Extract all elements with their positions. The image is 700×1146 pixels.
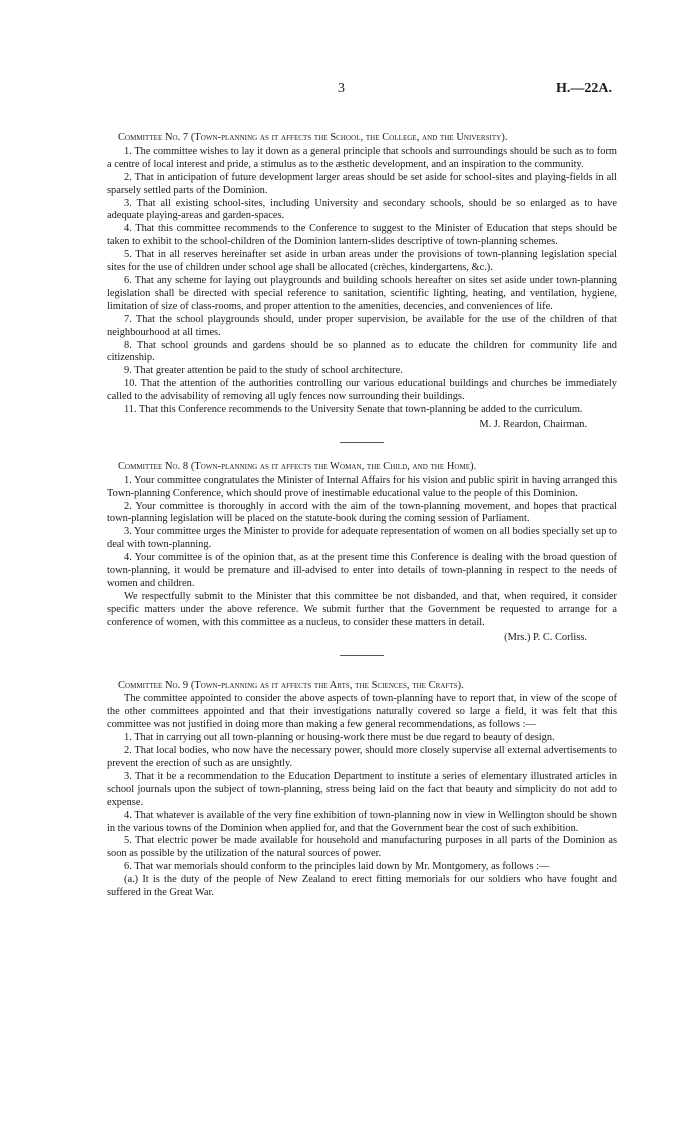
page-number: 3 [338,81,345,96]
committee-9-section [107,680,617,900]
page-content [107,114,617,900]
paragraph: 1. That in carrying out all town-planning or housing-work there must be due regard to beauty of design. [124,732,555,744]
paragraph: 9. That greater attention be paid to the study of school architecture. [124,365,403,377]
paragraph: 5. That in all reserves hereinafter set aside in urban areas under the provisions of town-planning legislation special sites for the use of children under school age shall be allocated (crèches, kindergartens, &c.). [107,249,617,274]
paragraph: 2. That local bodies, who now have the necessary power, should more closely supervise all external advertisements to prevent the erection of such as are unsightly. [107,745,617,769]
paragraph: We respectfully submit to the Minister that this committee be not disbanded, and that, when required, it consider specific matters under the above reference. We submit further that the Government be requested to arrange for a conference of women, with this committee as a nucleus, to consider these matters in detail. [107,590,617,628]
section-divider [340,655,384,656]
paragraph: 1. Your committee congratulates the Minister of Internal Affairs for his vision and public spirit in having arranged this Town-planning Conference, which should prove of inestimable educational value to the people of this Dominion. [107,474,617,499]
paragraph: 6. That any scheme for laying out playgrounds and building schools hereafter on sites set aside under town-planning legislation shall be directed with special reference to sanitation, scientific lighting, heating, and ventilation, hygiene, limitation of size of class-rooms, and proper attention to the amenities, decencies, and conveniences of life. [107,274,617,312]
paragraph: 8. That school grounds and gardens should be so planned as to educate the children for community life and citizenship. [107,339,617,364]
signature: (Mrs.) P. C. Corliss. [504,631,587,643]
paragraph: 4. Your committee is of the opinion that, as at the present time this Conference is dealing with the broad question of town-planning, it would be premature and ill-advised to enter into details of town-planning in respect to the needs of women and children. [107,552,617,589]
signature: M. J. Reardon, Chairman. [479,418,587,430]
paragraph: 1. The committee wishes to lay it down as a general principle that schools and surroundings should be such as to form a centre of local interest and pride, a stimulus as to the æsthetic development, and an inspiration to the community. [107,145,617,170]
paragraph: 5. That electric power be made available for household and manufacturing purposes in all parts of the Dominion as soon as possible by the utilization of the natural sources of power. [107,835,617,860]
paragraph: 2. That in anticipation of future development larger areas should be set aside for school-sites and playing-fields in all sparsely settled parts of the Dominion. [107,171,617,196]
committee-8-section [107,461,617,656]
paragraph: 3. Your committee urges the Minister to provide for adequate representation of women on all bodies specially set up to deal with town-planning. [107,526,617,551]
paragraph: 2. Your committee is thoroughly in accord with the aim of the town-planning movement, and hopes that practical town-planning legislation will be placed on the statute-book during the coming session of Parliament. [107,500,617,525]
paragraph: (a.) It is the duty of the people of New Zealand to erect fitting memorials for our soldiers who have fought and suffered in the Great War. [107,874,617,899]
section-heading: Committee No. 8 (Town-planning as it affects the Woman, the Child, and the Home). [118,460,477,472]
paragraph: 7. That the school playgrounds should, under proper supervision, be available for the use of the children of that neighbourhood at all times. [107,313,617,338]
paragraph: 10. That the attention of the authorities controlling our various educational buildings and churches be immediately called to the advisability of removing all ugly fences now surrounding their buildings. [107,378,617,403]
paragraph: 3. That all existing school-sites, including University and secondary schools, should be so enlarged as to have adequate playing-areas and garden-spaces. [107,197,617,222]
section-heading: Committee No. 7 (Town-planning as it affects the School, the College, and the University). [118,132,508,143]
paragraph: 6. That war memorials should conform to the principles laid down by Mr. Montgomery, as follows :— [124,861,550,873]
document-reference: H.—22A. [556,81,612,96]
paragraph: 4. That this committee recommends to the Conference to suggest to the Minister of Education that steps should be taken to exhibit to the school-children of the Dominion lantern-slides descriptive of town-planning schemes. [107,223,617,248]
section-divider [340,442,384,443]
paragraph: 4. That whatever is available of the very fine exhibition of town-planning now in view in Wellington should be shown in the various towns of the Dominion when applied for, and that the Government bear the cost of such exhibition. [107,809,617,834]
committee-7-section [107,132,617,443]
paragraph: 3. That it be a recommendation to the Education Department to institute a series of elementary illustrated articles in school journals upon the subject of town-planning, stress being laid on the fact that beauty and simplicity do not add to expense. [107,770,617,808]
section-heading: Committee No. 9 (Town-planning as it affects the Arts, the Sciences, the Crafts). [118,679,464,691]
paragraph: The committee appointed to consider the above aspects of town-planning have to report that, in view of the scope of the other committees appointed and that their investigations naturally covered so large a field, it was felt that this committee was not justified in doing more than making a few general recommendations, as follows :— [107,693,617,731]
paragraph: 11. That this Conference recommends to the University Senate that town-planning be added to the curriculum. [124,404,583,416]
